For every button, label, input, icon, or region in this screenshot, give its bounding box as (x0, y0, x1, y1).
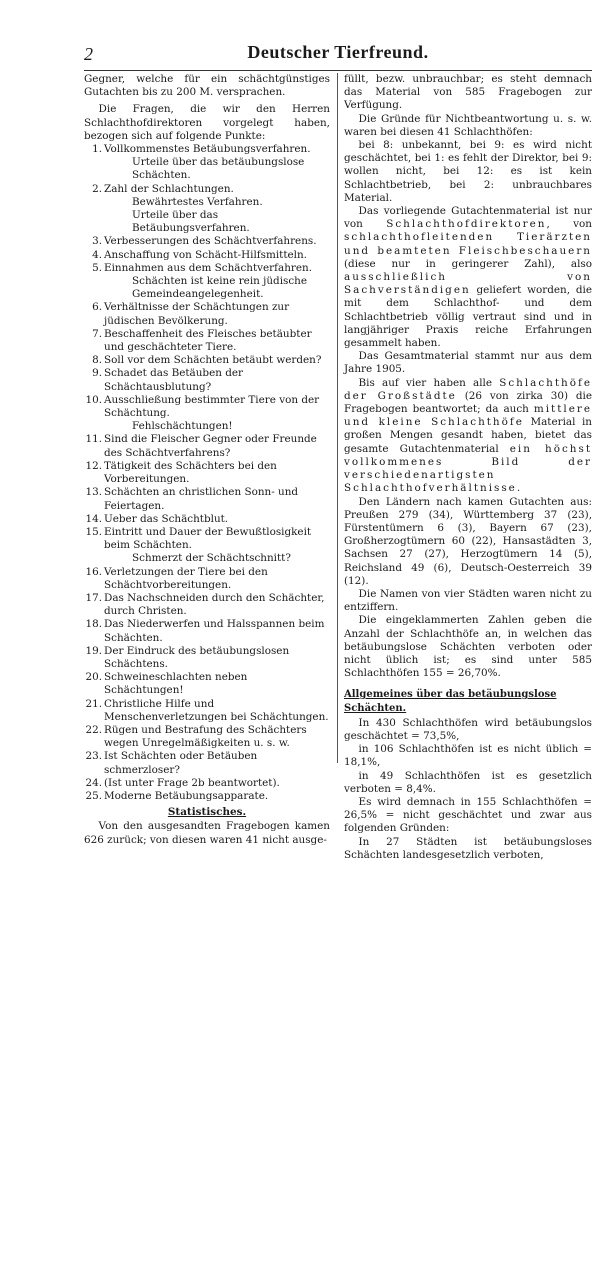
left-column (84, 73, 330, 847)
right-paragraph-1: füllt, bezw. unbrauchbar; es steht demnach das Material von 585 Fragebogen zur Verfügung. (344, 73, 592, 112)
question-text: Schadet das Betäuben der Schächtausblutung? (104, 367, 243, 393)
question-number: 16. (85, 565, 102, 578)
question-number: 12. (85, 459, 102, 472)
text-run: , von (546, 218, 592, 231)
question-number: 14. (85, 512, 102, 525)
question-item (84, 566, 330, 592)
header-rule (84, 70, 592, 71)
question-number: 21. (85, 697, 102, 710)
question-number: 13. (85, 486, 102, 499)
text-run: geliefert worden, die mit dem Schlachthof- und dem Schlachtbetrieb völlig vertraut sind und in langjähriger Praxis reiche Erfahrungen gesammelt haben. (344, 284, 592, 350)
journal-title: Deutscher Tierfreund. (247, 42, 429, 62)
question-number: 6. (92, 301, 102, 314)
question-text: Tätigkeit des Schächters bei den Vorbereitungen. (104, 459, 277, 486)
stats-heading: Statistisches. (167, 806, 247, 819)
text-run: (diese nur in geringerer Zahl), also (344, 257, 592, 270)
page-number: 2 (84, 44, 93, 64)
question-number: 1. (92, 143, 102, 156)
question-text: Verletzungen der Tiere bei den Schächtvorbereitungen. (104, 565, 268, 591)
question-number: 18. (85, 618, 102, 631)
right-paragraph-4: Das Gesamtmaterial stammt nur aus dem Jahre 1905. (344, 350, 592, 376)
text-run: (26 von zirka 30) die Fragebogen beantwortet; da auch (344, 389, 593, 416)
general-line-2: in 106 Schlachthöfen ist es nicht üblich = 18,1%, (344, 743, 592, 769)
text-run: Bis auf vier haben alle (358, 376, 500, 389)
right-paragraph-6: Den Ländern nach kamen Gutachten aus: Preußen 279 (34), Württemberg 37 (23), Fürstentümern 6 (3), Bayern 67 (23), Großherzogtümern 60 (22), Hansastädten 3, Sachsen 27 (27), Herzogtümern 14 (5), Reichsland 49 (6), Deutsch-Oesterreich 39 (12). (344, 495, 592, 587)
right-paragraph-2: Die Gründe für Nichtbeantwortung u. s. w. waren bei diesen 41 Schlachthöfen: (344, 112, 592, 138)
question-text: Rügen und Bestrafung des Schächters wegen Unregelmäßigkeiten u. s. w. (104, 723, 307, 750)
page-header (84, 42, 592, 68)
question-text: Zahl der Schlachtungen. (104, 182, 234, 195)
question-item (84, 262, 330, 302)
question-number: 23. (85, 750, 102, 763)
question-item (84, 486, 330, 512)
question-text: Christliche Hilfe und Menschenverletzungen bei Schächtungen. (104, 697, 329, 723)
question-text: Ist Schächten oder Betäuben schmerzloser? (104, 750, 258, 776)
right-paragraph-7: Die Namen von vier Städten waren nicht zu entziffern. (344, 587, 592, 614)
question-text: Ueber das Schächtblut. (104, 512, 229, 525)
question-item (84, 513, 330, 526)
question-item (84, 750, 330, 776)
spaced-text-run: ein höchst vollkommenes Bild der verschiedenartigsten Schlachthofverhältnisse (344, 442, 592, 495)
question-item (84, 790, 330, 803)
general-line-5: In 27 Städten ist betäubungsloses Schächten landesgesetzlich verboten, (344, 835, 592, 861)
question-text: Moderne Betäubungsapparate. (104, 789, 269, 802)
question-number: 11. (85, 433, 102, 446)
question-item (84, 183, 330, 236)
general-line-1: In 430 Schlachthöfen wird betäubungslos geschächtet = 73,5%, (344, 716, 592, 742)
question-text: Sind die Fleischer Gegner oder Freunde des Schächtverfahrens? (104, 433, 317, 459)
question-text: Verbesserungen des Schächtverfahrens. (104, 235, 317, 248)
question-number: 2. (92, 182, 102, 195)
question-subline: Fehlschächtungen! (132, 420, 233, 433)
question-number: 20. (85, 671, 102, 684)
question-number: 9. (92, 367, 102, 380)
spaced-text-run: Schlachthöfe der Großstädte (344, 376, 592, 402)
question-number: 24. (85, 776, 102, 789)
question-subline: Schmerzt der Schächtschnitt? (132, 552, 291, 565)
question-item (84, 698, 330, 724)
questions-list (84, 143, 330, 803)
question-item (84, 143, 330, 183)
spaced-text-run: schlachthofleitenden Tierärzten und beamteten Fleischbeschauern (344, 231, 592, 257)
general-line-4: Es wird demnach in 155 Schlachthöfen = 26,5% = nicht geschächtet und zwar aus folgenden Gründen: (344, 795, 592, 835)
question-item (84, 724, 330, 750)
general-heading: Allgemeines über das betäubungslose Schächten. (344, 689, 557, 714)
question-item (84, 592, 330, 618)
question-item (84, 235, 330, 248)
question-number: 3. (92, 235, 102, 248)
question-number: 22. (85, 723, 102, 736)
right-paragraph-8: Die eingeklammerten Zahlen geben die Anzahl der Schlachthöfe an, in welchen das betäubungslose Schächten verboten oder nicht üblich ist; es sind unter 585 Schlachthöfen 155 = 26,70%. (344, 614, 592, 680)
question-number: 8. (92, 354, 102, 367)
right-column (344, 73, 592, 862)
question-number: 19. (85, 644, 102, 657)
question-text: Einnahmen aus dem Schächtverfahren. (104, 261, 312, 274)
intro-paragraph: Gegner, welche für ein schächtgünstiges Gutachten bis zu 200 M. versprachen. (84, 73, 330, 99)
question-subline: Urteile über das Betäubungsverfahren. (132, 209, 250, 235)
question-number: 25. (85, 789, 102, 802)
question-number: 4. (92, 248, 102, 261)
question-item (84, 394, 330, 434)
right-paragraph-5 (344, 377, 592, 496)
question-subline: Urteile über das betäubungslose Schächten. (132, 156, 305, 182)
question-text: Ausschließung bestimmter Tiere von der Schächtung. (104, 393, 320, 420)
question-item (84, 328, 330, 354)
question-item (84, 671, 330, 697)
question-number: 10. (85, 393, 102, 406)
question-number: 17. (85, 591, 102, 604)
spaced-text-run: Schlachthofdirektoren (386, 218, 547, 231)
question-number: 5. (92, 261, 102, 274)
question-text: Der Eindruck des betäubungslosen Schächtens. (104, 644, 290, 670)
stats-paragraph: Von den ausgesandten Fragebogen kamen 626 zurück; von diesen waren 41 nicht ausge- (84, 820, 330, 846)
question-item (84, 618, 330, 644)
question-subline: Schächten ist keine rein jüdische Gemeindeangelegenheit. (132, 275, 308, 301)
text-run: Das vorliegende Gutachtenmaterial ist nur von (344, 205, 592, 231)
question-number: 7. (92, 327, 102, 340)
question-item (84, 301, 330, 327)
question-text: Das Niederwerfen und Halsspannen beim Schächten. (104, 618, 325, 644)
question-text: Schweineschlachten neben Schächtungen! (104, 671, 248, 697)
general-line-3: in 49 Schlachthöfen ist es gesetzlich verboten = 8,4%. (344, 769, 592, 795)
question-text: Beschaffenheit des Fleisches betäubter und geschächteter Tiere. (104, 327, 312, 354)
question-item (84, 777, 330, 790)
spaced-text-run: mittlere und kleine Schlachthöfe (344, 403, 592, 429)
text-run: Material in großen Mengen gesandt haben, bietet das gesamte Gutachtenmaterial (344, 416, 592, 455)
question-item (84, 645, 330, 671)
question-item (84, 249, 330, 262)
question-text: Soll vor dem Schächten betäubt werden? (104, 354, 322, 367)
question-item (84, 460, 330, 486)
question-item (84, 526, 330, 566)
column-rule (337, 73, 338, 763)
question-item (84, 354, 330, 367)
question-text: Eintritt und Dauer der Bewußtlosigkeit beim Schächten. (104, 525, 312, 552)
questions-intro: Die Fragen, die wir den Herren Schlachthofdirektoren vorgelegt haben, bezogen sich auf folgende Punkte: (84, 103, 330, 142)
question-subline: Bewährtestes Verfahren. (132, 195, 263, 208)
right-paragraph-3 (344, 205, 592, 350)
spaced-text-run: ausschließlich von Sachverständigen (344, 271, 592, 297)
question-number: 15. (85, 525, 102, 538)
question-text: (Ist unter Frage 2b beantwortet). (104, 776, 280, 789)
text-run: . (516, 482, 521, 495)
question-text: Verhältnisse der Schächtungen zur jüdischen Bevölkerung. (104, 301, 290, 327)
question-text: Das Nachschneiden durch den Schächter, durch Christen. (104, 591, 325, 618)
question-text: Schächten an christlichen Sonn- und Feiertagen. (104, 486, 299, 512)
right-paragraph-2-list: bei 8: unbekannt, bei 9: es wird nicht geschächtet, bei 1: es fehlt der Direktor, bei 9: wollen nicht, bei 12: es ist kein Schlachtbetrieb, bei 2: unbrauchbares Material. (344, 139, 592, 204)
question-item (84, 433, 330, 459)
question-text: Anschaffung von Schächt-Hilfsmitteln. (104, 248, 307, 261)
question-text: Vollkommenstes Betäubungsverfahren. (104, 143, 311, 156)
question-item (84, 367, 330, 393)
